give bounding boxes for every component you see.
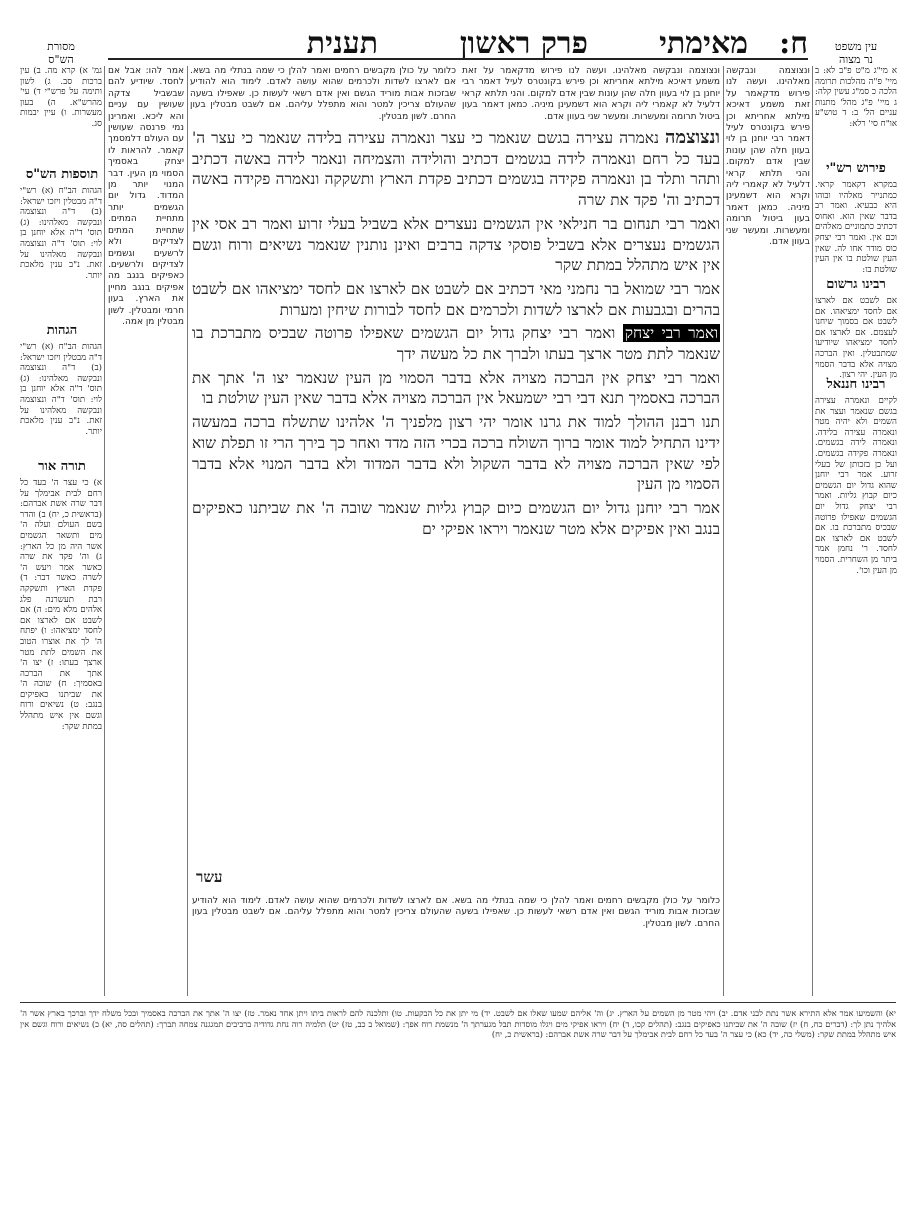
gemara-paragraph: ואמר רבי יצחק ואמר רבי יצחק גדול יום הגשמים שאפילו פרוטה שבכיס מתברכת בו שנאמר לתת מטר ארצך בעתו ולברך את כל מעשה ידך <box>192 324 720 364</box>
column-divider <box>723 66 724 996</box>
masoret-hashas-notes: גמ' א) קרא מה. ב) עין ברכות סב. ג) לשון ותימה על פרש"י ד) עי' מהרש"א. ה) בעון מעשרות. ו) עיין יבמות סג. <box>20 66 102 129</box>
hagahot-title: הגהות <box>46 323 78 338</box>
gemara-paragraph: אמר רבי שמואל בר נחמני מאי דכתיב אם לשבט אם לארצו אם לחסד ימציאהו אם לשבט בהרים ובגבעות אם לארצו לשדות ולכרמים אם לחסד לבורות שיחין ומערות <box>192 279 720 319</box>
column-divider <box>187 66 188 996</box>
rabbeinu-chananel-title: רבינו חננאל <box>826 377 886 392</box>
main-gemara-text <box>192 128 720 868</box>
highlighted-phrase: ואמר רבי יצחק <box>624 324 719 343</box>
header-rule <box>108 58 808 60</box>
footer-references: יא) והשמיעו אמר אלא התירא אשר נתת לבני אדם. יב) ויהי מטר מן השמים על הארץ. יג) וה' אליהם שמעו שאלו אם לשבט. יד) מי יתן את כל הבקעות. טו) ותלכנה להם לראות ביתו ויתן אחד נאמר. טז) יצו ה' אתך את הברכה באסמיך ובכל משלח ידך וברכך בארץ אשר ה' אלהיך נתן לך: (דברים כח, ח) יז) שובה ה' את שביתנו כאפיקים בנגב: (תהלים קכו, ד) יח) ויראו אפיקי מים ויגלו מוסדות תבל מגערתך ה' מנשמת רוח אפך: (שמואל ב כב, טז) יט) תלמיה רוה נחת גדודיה ברביבים תמגגנה צמחה תברך: (תהלים סה, יא) כ) נשיאים ורוח וגשם אין איש מתהלל במתת שקר: (משלי כה, יד) כא) כי עצר ה' בעד כל רחם לבית אבימלך על דבר שרה אשת אברהם: (בראשית כ, יח) <box>20 1008 896 1040</box>
perek-label: פרק ראשון <box>459 26 588 61</box>
column-divider <box>104 66 105 996</box>
tractate-name: תענית <box>306 26 378 61</box>
ein-mishpat-title: עין משפט נר מצוה <box>834 40 878 66</box>
hagahot-habach-text: הגהות הב"ח (א) רש"י ד"ה מבטלין ויזכו ישראל: (ב) ד"ה ונצוצמה ונבקשה מאלהינו: (ג) תוס' ד"ה אלא יוחנן בן לוי: תוס' ד"ה ונצוצמה ונבקשה מאלהינו על זאת. נ"ב ענין מלאכת יותר. <box>20 186 102 281</box>
rabbeinu-chananel-text: לקיים ונאמרה עצירה בגשם שנאמר ועצר את השמים ולא יהיה מטר ונאמרה עצירה בלידה. ונאמרה לידה בגשמים. ונאמרה פקידה בגשמים. ועל כן בזכותן של בעלי זרוע. אמר רבי יוחנן שהוא גדול יום הגשמים כיום קבוץ גליות. ואמר רבי יצחק גדול יום הגשמים שאפילו פרוטה שבכיס מתברכת בו. אם לשבט אם לארצו אם לחסד. ר' נחמן אמר ביתר מן השחרית. הסמוי מן העין וכו'. <box>815 396 897 576</box>
ein-mishpat-text: א מי"ג מ"ט פ"ב לא: ב מיי' פ"ה מהלכות תרומה הלכה כ סמ"ג עשין קלה: ג מיי' פ"ג מהל' מתנות עניים הל' ב: ד טוש"ע או"ח סי' רלא: <box>815 66 897 129</box>
torah-or-text: א) כי עצר ה' בעד כל רחם לבית אבימלך על דבר שרה אשת אברהם: (בראשית כ, יח) ב) והדר בשם העולם ועלה ה' מים ותשאר הגשמים אשר היה מן כל הארץ: ג) וה' פקד את שרה כאשר אמר ויעש ה' לשרה כאשר דבר: ד) פקדת הארץ ותשקקה רבת תעשרנה פלג אלהים מלא מים: ה) אם לשבט אם לארצו אם לחסד ימציאהו: ו) יפתח ה' לך את אוצרו הטוב את השמים לתת מטר ארצך בעתו: ז) יצו ה' אתך את הברכה באסמיך: ח) שובה ה' את שביתנו כאפיקים בנגב: ט) נשיאים ורוח וגשם אין איש מתהלל במתת שקר: <box>20 478 102 732</box>
right-inner-commentary: ונצוצמה ונבקשה מאלהינו. ועשה לנו פירוש מדקאמר על זאת משמע דאיכא מילתא אחריתא וכן פירש בקונטרס לעיל דאמר רבי יוחנן בן לוי בעוון חלה שהן עונות שבין אדם למקום. והני תלתא קראי דלעיל לא קאמרי ליה וקרא הוא דשמעינן מיניה. כמאן דאמר בעון ביטול תרומה ומעשרות. ומעשר שני בעוון אדם. <box>726 66 810 248</box>
rabbeinu-gershom-title: רבינו גרשום <box>826 277 886 292</box>
column-divider <box>812 66 813 996</box>
footer-rule <box>20 1002 896 1003</box>
chapter-name: מאימתי <box>659 26 748 61</box>
left-commentary: אמר להו: אבל אם לחסד. שיודיע להם שבשביל צדקה שעושין עם עניים והא ליכא. ואמרינן נמי פרנסה שעושין עם העולם דלמסמך קאמר. להראות לו יצחק באסמיך הסמוי מן העין. דבר המנוי יותר מן המדוד. גדול יום הגשמים יותר מתחיית המתים. שתחיית המתים לצדיקים ולא לרשעים וגשמים לצדיקים ולרשעים. כאפיקים בנגב מה אפיקים בנגב מחיין את הארץ. בעון חרמי ומבטלין. לשון מבטלין מן אמה. <box>108 66 184 327</box>
tosafot-hashas-title: תוספות הש"ס <box>25 167 99 182</box>
page-header <box>108 26 808 60</box>
gemara-paragraph: ואמר רבי תנחום בר חנילאי אין הגשמים נעצרים אלא בשביל בעלי זרוע ואמר רב אסי אין הגשמים נעצרים אלא בשביל פוסקי צדקה ברבים ואינן נותנין שנאמר נשיאים ורוח וגשם אין איש מתהלל במתת שקר <box>192 214 720 275</box>
perush-rashi-text: במקרא דקאמר קראי. כמתנייר מאלהיו ובוהו היא כבעיא. ואמר רב בדבר שאין הוא. ואחוס דכתיב כתמוניים מאלהים וכם אין. ואמר רבי יצחק כוס מודר אחו לה. שאין העין שולטת בו אין העין שולטת בו: <box>815 180 897 275</box>
rabbeinu-gershom-text: אם לשבט אם לארצו אם לחסד ימציאהו. אם לשבט אם בסמוך שיחנו לעצמם. אם לארצו אם לחסד ימציאהו שיודיעו שמתבטלין. ואין הברכה מצויה אלא בדבר הסמוי מן העין. יהי רצון. <box>815 296 897 381</box>
gemara-paragraph: ונצוצמה נאמרה עצירה בגשם שנאמר כי עצר ונאמרה עצירה בלידה שנאמר כי עצר ה' בעד כל רחם ונאמרה לידה בגשמים דכתיב והולידה והצמיחה ונאמר לידה באשה דכתיב ותהר ותלד בן ונאמרה פקידה בגשמים דכתיב פקדת הארץ ותשקקה ונאמרה פקידה באשה דכתיב וה' פקד את שרה <box>192 127 720 210</box>
perush-rashi-title: פירוש רש"י <box>826 161 886 176</box>
lead-word: ונצוצמה <box>665 127 720 148</box>
inner-commentary: כלומר על כולן מקבשים רחמים ואמר להלן כי שמה בנתלי מה בשא. אם לארצו לשדות ולכרמים שהוא עושה לאדם. לימוד הוא להודיע שבזכות אבות מוריד הגשם ואין אדם רשאי לעשות כן. שאפילו בשעה שהעולם צריכין למטר והוא מתפלל עליהם. אם לשבט מבטלין בעון החרם. לשון מבטלין. <box>190 66 456 122</box>
gemara-paragraph: ואמר רבי יצחק אין הברכה מצויה אלא בדבר הסמוי מן העין שנאמר יצו ה' אתך את הברכה באסמיך תנא דבי רבי ישמעאל אין הברכה מצויה אלא בדבר שאין העין שולטת בו <box>192 368 720 408</box>
gemara-paragraph: אמר רבי יוחנן גדול יום הגשמים כיום קבוץ גליות שנאמר שובה ה' את שביתנו כאפיקים בנגב ואין אפיקים אלא מטר שנאמר ויראו אפיקי ים <box>192 498 720 538</box>
hagahot-text: הגהות הב"ח (א) רש"י ד"ה מבטלין ויזכו ישראל: (ב) ד"ה ונצוצמה ונבקשה מאלהינו: (ג) תוס' ד"ה אלא יוחנן בן לוי: תוס' ד"ה ונצוצמה ונבקשה מאלהינו על זאת. נ"ב ענין מלאכת יותר. <box>20 342 102 437</box>
torah-or-title: תורה אור <box>38 459 86 474</box>
catchword: עשר <box>196 868 223 886</box>
right-top-commentary: ונצוצמה ונבקשה מאלהינו. ועשה לנו פירוש מדקאמר על זאת משמע דאיכא מילתא אחריתא וכן פירש בקונטרס לעיל דאמר רבי יוחנן בן לוי בעוון חלה שהן עונות שבין אדם למקום. והני תלתא קראי דלעיל לא קאמרי ליה וקרא הוא דשמעינן מיניה. כמאן דאמר בעון ביטול תרומה ומעשרות. ומעשר שני בעוון אדם. <box>462 66 720 122</box>
masoret-hashas-title: מסורת הש"ס <box>47 40 75 66</box>
gemara-paragraph: תנו רבנן ההולך למוד את גרנו אומר יהי רצון מלפניך ה' אלהינו שתשלח ברכה במעשה ידינו התחיל למוד אומר ברוך השולח ברכה בכרי הזה מדד ואחר כך בירך הרי זו תפלת שוא לפי שאין הברכה מצויה לא בדבר השקול ולא בדבר המדוד ולא בדבר המנוי אלא בדבר הסמוי מן העין <box>192 413 720 494</box>
lower-commentary: כלומר על כולן מקבשים רחמים ואמר להלן כי שמה בנתלי מה בשא. אם לארצו לשדות ולכרמים שהוא עושה לאדם. לימוד הוא להודיע שבזכות אבות מוריד הגשם ואין אדם רשאי לעשות כן. שאפילו בשעה שהעולם צריכין למטר והוא מתפלל עליהם. אם לשבט מבטלין בעון החרם. לשון מבטלין. <box>192 896 720 929</box>
chapter-number: ח: <box>779 26 808 61</box>
